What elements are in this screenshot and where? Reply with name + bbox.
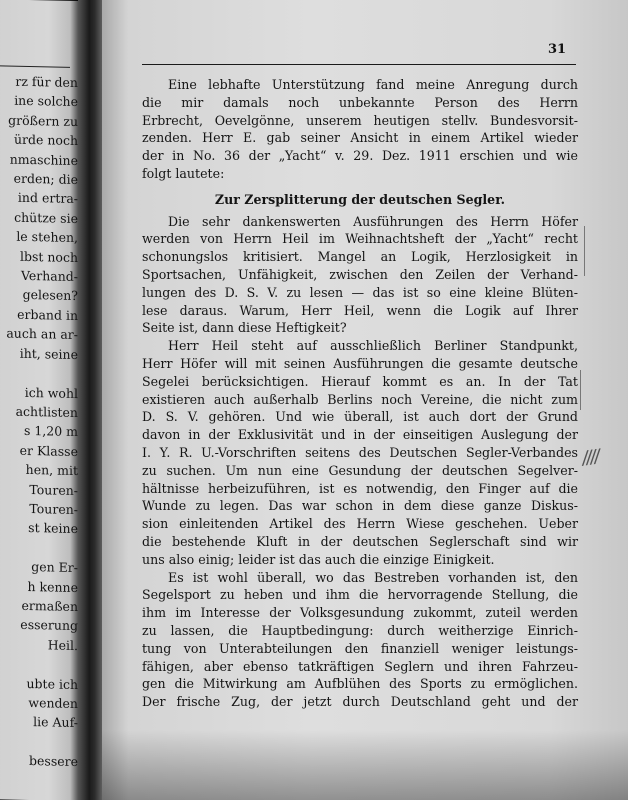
left-page-line: hen, mit — [25, 462, 78, 479]
text-line: lese daraus. Warum, Herr Heil, wenn die Logik auf Ihrer — [142, 302, 578, 318]
left-page-line: achtlisten — [15, 403, 78, 420]
text-line: I. Y. R. U.-Vorschriften seitens des Deutschen Segler-Verbandes — [142, 444, 578, 460]
text-line: Segelsport zu heben und ihm die hervorragende Stellung, die — [142, 587, 578, 603]
left-page-line: erband in — [17, 306, 78, 323]
text-line: die bestehende Kluft in der deutschen Seglerschaft sind wir — [142, 533, 578, 549]
left-page-line: ich wohl — [24, 384, 78, 401]
text-line: Die sehr dankenswerten Ausführungen des Herrn Höfer — [168, 213, 578, 229]
text-line: hältnisse herbeizuführen, ist es notwendig, den Finger auf die — [142, 480, 578, 496]
left-page-line — [0, 654, 78, 675]
paragraph — [142, 213, 578, 338]
text-line: Wunde zu legen. Das war schon in dem diese ganze Diskus- — [142, 498, 578, 514]
text-line: zu suchen. Um nun eine Gesundung der deutschen Segelver- — [142, 462, 578, 478]
left-page-line — [0, 362, 78, 383]
left-page-line: Verhand- — [20, 267, 78, 285]
header-rule — [142, 64, 576, 65]
left-page-line: le stehen, — [16, 228, 78, 246]
text-line: schonungslos kritisiert. Mangel an Logik, Herzlosigkeit in — [142, 249, 578, 265]
text-line: uns also einig; leider ist das auch die einzige Einigkeit. — [142, 551, 495, 567]
page-shadow — [102, 730, 628, 800]
left-page-line: größern zu — [8, 112, 78, 129]
left-page-line — [0, 537, 78, 558]
text-line: davon in der Exklusivität und in der einseitigen Auslegung der — [142, 427, 578, 443]
text-line: Herr Heil steht auf ausschließlich Berliner Standpunkt, — [168, 338, 578, 354]
left-page-line: h kenne — [27, 578, 78, 595]
text-line: sion einleitenden Artikel des Herrn Wiese geschehen. Ueber — [142, 516, 578, 532]
left-page-line: ermaßen — [21, 597, 78, 614]
left-page-line: rz für den — [15, 73, 78, 91]
left-page-line: er Klasse — [19, 442, 78, 459]
left-page-line: erden; die — [13, 170, 78, 188]
left-page-line: nmaschine — [9, 151, 78, 168]
text-line: Segelei berücksichtigen. Hierauf kommt es an. In der Tat — [142, 373, 578, 389]
text-line: ihm im Interesse der Volksgesundung zukommt, zuteil werden — [142, 605, 578, 621]
text-line: Seite ist, dann diese Heftigkeit? — [142, 320, 347, 336]
left-page — [0, 0, 78, 800]
left-page-line: lie Auf- — [33, 714, 78, 731]
text-line: zu lassen, die Hauptbedingung: durch weitherzige Einrich- — [142, 622, 578, 638]
left-page-line: esserung — [20, 617, 78, 634]
left-page-line: gelesen? — [22, 287, 78, 304]
left-page-line: ine solche — [14, 93, 78, 110]
text-line: gen die Mitwirkung am Aufblühen des Sports zu ermöglichen. — [142, 676, 578, 692]
text-line: Sportsachen, Unfähigkeit, zwischen den Zeilen der Verhand- — [142, 266, 578, 282]
left-page-text — [0, 71, 78, 771]
page-number: 31 — [548, 42, 567, 57]
left-page-line: Touren- — [29, 481, 78, 498]
paragraph — [142, 569, 578, 711]
left-page-line: iht, seine — [19, 345, 78, 362]
intro-paragraph — [142, 76, 578, 183]
left-page-line: Heil. — [47, 637, 78, 653]
paragraph — [142, 337, 578, 568]
left-page-line: chütze sie — [14, 209, 78, 226]
text-line: existieren auch außerhalb Berlins noch Vereine, die nicht zum — [142, 391, 578, 407]
left-page-line: s 1,20 m — [23, 423, 78, 440]
left-page-line: bessere — [29, 753, 78, 770]
text-line: zenden. Herr E. gab seiner Ansicht in einem Artikel wieder — [142, 130, 578, 146]
left-page-line: gen Er- — [31, 559, 78, 576]
text-line: die mir damals noch unbekannte Person des Herrn — [142, 94, 578, 110]
text-line: lungen des D. S. V. zu lesen — das ist so eine kleine Blüten- — [142, 284, 578, 300]
article-body — [142, 213, 578, 711]
left-page-line: st keine — [28, 520, 78, 537]
text-line: Es ist wohl überall, wo das Bestreben vorhanden ist, den — [168, 569, 578, 585]
text-line: tung von Unterabteilungen den finanziell weniger leistungs- — [142, 640, 578, 656]
page-body — [142, 76, 578, 711]
left-page-header-rule — [0, 65, 70, 68]
text-line: D. S. V. gehören. Und wie überall, ist auch dort der Grund — [142, 409, 578, 425]
article-title: Zur Zersplitterung der deutschen Segler. — [214, 191, 506, 207]
margin-annotation: //// — [580, 445, 600, 470]
margin-pencil-stroke — [584, 226, 585, 276]
text-line: Erbrecht, Oevelgönne, unserem heutigen stellv. Bundesvorsit- — [142, 112, 578, 128]
text-line: der in No. 36 der „Yacht“ v. 29. Dez. 1911 erschien und wie — [142, 148, 578, 164]
left-page-line: auch an ar- — [6, 325, 78, 343]
text-line: werden von Herrn Heil im Weihnachtsheft der „Yacht“ recht — [142, 231, 578, 247]
margin-pencil-stroke — [580, 370, 581, 410]
text-line: folgt lautete: — [142, 165, 225, 181]
left-page-line: ind ertra- — [17, 190, 78, 207]
left-page-line — [0, 731, 78, 752]
text-line: Eine lebhafte Unterstützung fand meine Anregung durch — [168, 77, 578, 92]
left-page-line: ürde noch — [13, 131, 78, 149]
left-page-line: wenden — [28, 694, 78, 712]
text-line: fähigen, aber ebenso tatkräftigen Seglern und ihren Fahrzeu- — [142, 658, 578, 674]
left-page-line: ubte ich — [26, 675, 78, 692]
left-page-line: lbst noch — [19, 248, 78, 265]
text-line: Herr Höfer will mit seinen Ausführungen die gesamte deutsche — [142, 355, 578, 371]
text-line: Der frische Zug, der jetzt durch Deutschland geht und der — [142, 694, 578, 710]
left-page-line: Touren- — [29, 500, 78, 517]
